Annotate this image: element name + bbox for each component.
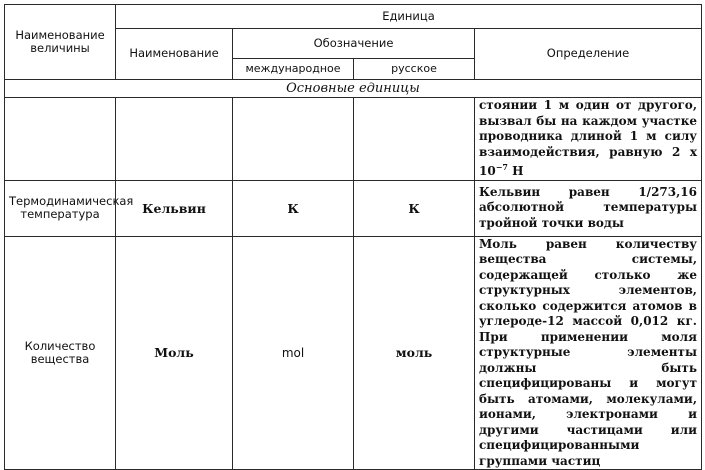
definition-cell: Моль равен количеству вещества системы, содержащей столько же структурных элементов, сколько содержится атомов в углероде-12 массой 0,012 кг. При применении моля структурные элементы должны быть специфицированы и могут быть атомами, молекулами, ионами, электронами и другими частицами или специфицированными группами частиц	[475, 236, 702, 470]
header-international: международное	[233, 59, 354, 80]
quantity-cell: Термодинамическая температура	[5, 180, 116, 236]
header-unit-name: Наименование	[116, 29, 233, 80]
international-symbol-cell: mol	[233, 236, 354, 470]
header-unit: Единица	[116, 5, 702, 29]
international-symbol-cell	[233, 98, 354, 181]
definition-exponent: −7	[495, 162, 508, 172]
table-row	[5, 236, 702, 470]
section-row	[5, 80, 702, 98]
definition-text: стоянии 1 м один от другого, вызвал бы на каждом участке проводника длиной 1 м силу взаимодействия, равную 2 х 10	[479, 98, 697, 178]
definition-cell: Кельвин равен 1/273,16 абсолютной температуры тройной точки воды	[475, 180, 702, 236]
russian-symbol-cell	[354, 98, 475, 181]
header-row-1	[5, 5, 702, 29]
international-symbol-cell: К	[233, 180, 354, 236]
russian-symbol-cell: моль	[354, 236, 475, 470]
header-quantity-name: Наименование величины	[5, 5, 116, 80]
header-designation: Обозначение	[233, 29, 475, 59]
header-definition: Определение	[475, 29, 702, 80]
definition-cell	[475, 98, 702, 181]
header-russian: русское	[354, 59, 475, 80]
unit-name-cell: Кельвин	[116, 180, 233, 236]
table-row	[5, 98, 702, 181]
definition-unit: Н	[507, 164, 524, 178]
unit-name-cell	[116, 98, 233, 181]
table-row	[5, 180, 702, 236]
si-units-table	[4, 4, 702, 470]
unit-name-cell: Моль	[116, 236, 233, 470]
russian-symbol-cell: К	[354, 180, 475, 236]
quantity-cell	[5, 98, 116, 181]
quantity-cell: Количество вещества	[5, 236, 116, 470]
section-title: Основные единицы	[5, 80, 702, 98]
